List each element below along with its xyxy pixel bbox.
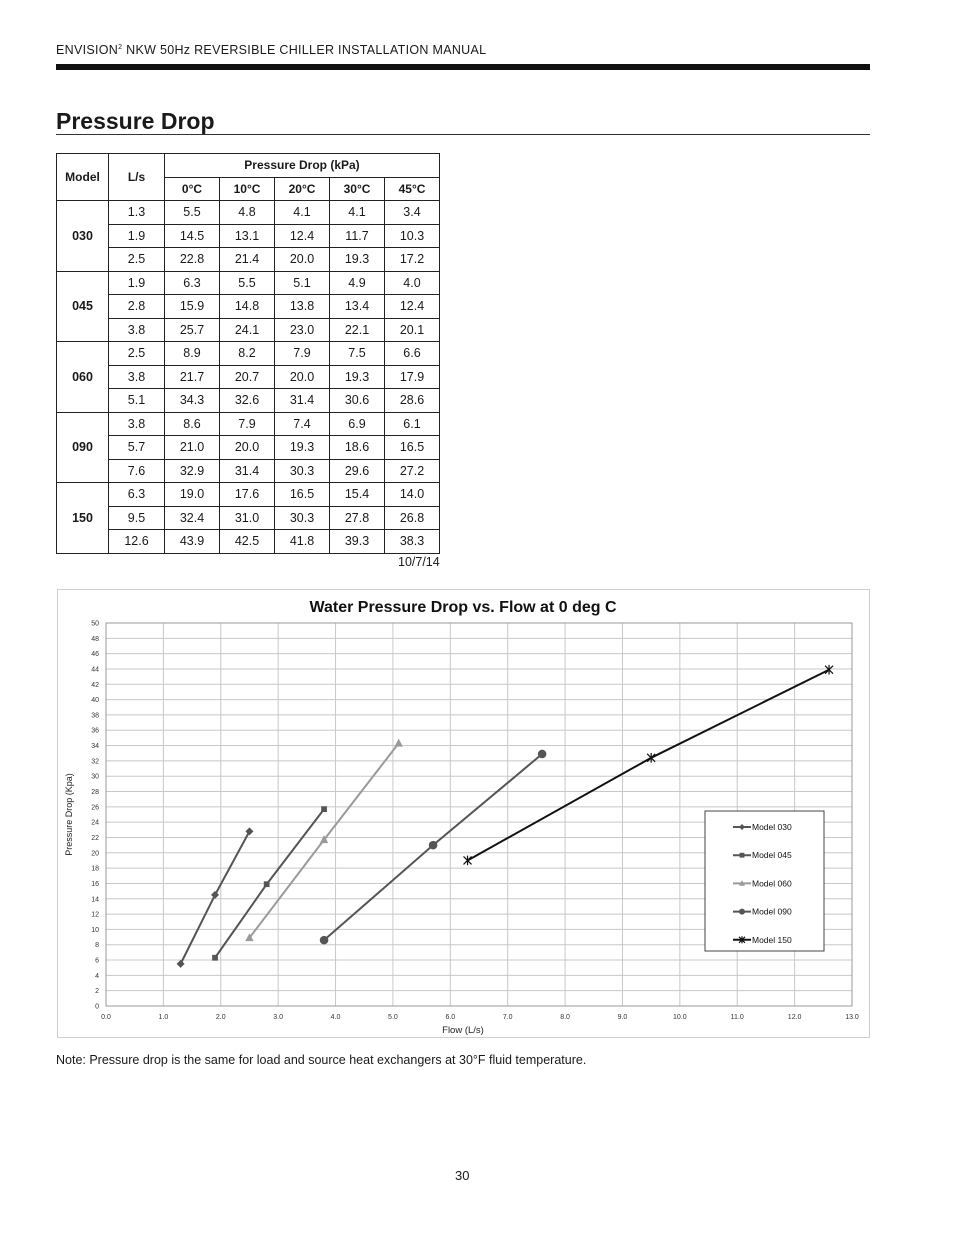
y-tick-label: 2: [95, 988, 99, 996]
header-pressure-drop: Pressure Drop (kPa): [165, 154, 440, 178]
table-row: [57, 530, 440, 554]
table-row: [57, 365, 440, 389]
pressure-cell: 12.4: [385, 295, 440, 319]
pressure-cell: 14.0: [385, 483, 440, 507]
pressure-cell: 32.6: [220, 389, 275, 413]
pressure-cell: 5.5: [165, 201, 220, 225]
pressure-cell: 6.6: [385, 342, 440, 366]
pressure-cell: 29.6: [330, 459, 385, 483]
pressure-cell: 8.9: [165, 342, 220, 366]
pressure-cell: 21.7: [165, 365, 220, 389]
y-tick-label: 30: [91, 773, 99, 781]
pressure-cell: 32.9: [165, 459, 220, 483]
pressure-cell: 34.3: [165, 389, 220, 413]
header-temp: 30°C: [330, 177, 385, 201]
pressure-cell: 14.8: [220, 295, 275, 319]
data-point: [177, 960, 185, 968]
table-row: [57, 436, 440, 460]
data-point: [429, 841, 438, 850]
x-tick-label: 0.0: [101, 1014, 111, 1021]
model-cell: 060: [57, 342, 109, 413]
flow-cell: 1.9: [109, 271, 165, 295]
pressure-cell: 12.4: [275, 224, 330, 248]
pressure-cell: 18.6: [330, 436, 385, 460]
header-brand: ENVISION: [56, 43, 119, 57]
header-superscript: 2: [118, 43, 123, 51]
x-axis-label: Flow (L/s): [442, 1025, 484, 1036]
y-tick-label: 10: [91, 926, 99, 934]
table-row: [57, 224, 440, 248]
pressure-cell: 27.2: [385, 459, 440, 483]
pressure-cell: 8.6: [165, 412, 220, 436]
data-point: [825, 665, 833, 675]
pressure-cell: 5.1: [275, 271, 330, 295]
title-rule: [56, 134, 870, 135]
flow-cell: 9.5: [109, 506, 165, 530]
table-row: [57, 483, 440, 507]
pressure-cell: 21.4: [220, 248, 275, 272]
y-tick-label: 16: [91, 880, 99, 888]
page-title: Pressure Drop: [56, 108, 215, 134]
y-tick-label: 22: [91, 834, 99, 842]
table-row: [57, 201, 440, 225]
data-point: [264, 881, 270, 887]
data-point: [320, 936, 329, 945]
data-point: [538, 750, 547, 759]
legend-marker: [739, 909, 745, 915]
legend-label: Model 150: [752, 934, 792, 945]
y-tick-label: 44: [91, 666, 99, 674]
x-tick-label: 9.0: [617, 1014, 628, 1021]
x-tick-label: 11.0: [730, 1014, 744, 1021]
pressure-cell: 39.3: [330, 530, 385, 554]
pressure-cell: 19.0: [165, 483, 220, 507]
y-tick-label: 4: [95, 972, 99, 980]
pressure-cell: 13.1: [220, 224, 275, 248]
x-tick-label: 2.0: [215, 1014, 226, 1021]
flow-cell: 3.8: [109, 365, 165, 389]
y-tick-label: 50: [91, 620, 99, 628]
pressure-drop-chart: [58, 590, 869, 1037]
data-point: [321, 806, 327, 812]
y-tick-label: 24: [91, 819, 99, 827]
pressure-cell: 11.7: [330, 224, 385, 248]
pressure-cell: 16.5: [385, 436, 440, 460]
pressure-drop-table: [56, 153, 440, 554]
pressure-cell: 6.9: [330, 412, 385, 436]
pressure-cell: 4.0: [385, 271, 440, 295]
pressure-cell: 28.6: [385, 389, 440, 413]
pressure-cell: 4.8: [220, 201, 275, 225]
flow-cell: 2.5: [109, 248, 165, 272]
page-header: [56, 43, 486, 57]
pressure-cell: 31.4: [220, 459, 275, 483]
y-tick-label: 28: [91, 789, 99, 797]
pressure-cell: 43.9: [165, 530, 220, 554]
header-title: NKW 50Hz REVERSIBLE CHILLER INSTALLATION MANUAL: [122, 43, 487, 57]
data-point: [211, 891, 219, 899]
header-temp: 0°C: [165, 177, 220, 201]
y-tick-label: 40: [91, 697, 99, 705]
header-temp: 10°C: [220, 177, 275, 201]
model-cell: 045: [57, 271, 109, 342]
y-tick-label: 18: [91, 865, 99, 873]
pressure-cell: 20.0: [275, 248, 330, 272]
y-tick-label: 32: [91, 758, 99, 766]
footnote: Note: Pressure drop is the same for load and source heat exchangers at 30°F fluid temperature.: [56, 1053, 587, 1067]
flow-cell: 7.6: [109, 459, 165, 483]
pressure-cell: 41.8: [275, 530, 330, 554]
x-tick-label: 8.0: [560, 1014, 570, 1021]
chart-title: Water Pressure Drop vs. Flow at 0 deg C: [309, 599, 617, 616]
legend-marker: [740, 853, 745, 858]
pressure-cell: 30.3: [275, 459, 330, 483]
x-tick-label: 5.0: [388, 1014, 398, 1021]
legend-label: Model 060: [752, 878, 792, 889]
pressure-cell: 7.4: [275, 412, 330, 436]
table-row: [57, 459, 440, 483]
flow-cell: 5.1: [109, 389, 165, 413]
pressure-cell: 13.8: [275, 295, 330, 319]
pressure-cell: 19.3: [275, 436, 330, 460]
header-temp: 45°C: [385, 177, 440, 201]
header-model: Model: [57, 154, 109, 201]
y-tick-label: 20: [91, 850, 99, 858]
flow-cell: 6.3: [109, 483, 165, 507]
pressure-cell: 30.3: [275, 506, 330, 530]
pressure-cell: 17.9: [385, 365, 440, 389]
flow-cell: 2.8: [109, 295, 165, 319]
x-tick-label: 10.0: [673, 1014, 687, 1021]
header-rule: [56, 64, 870, 70]
pressure-cell: 20.0: [275, 365, 330, 389]
pressure-cell: 15.9: [165, 295, 220, 319]
table-row: [57, 389, 440, 413]
table-row: [57, 342, 440, 366]
x-tick-label: 3.0: [273, 1014, 284, 1021]
data-point: [647, 753, 655, 763]
x-tick-label: 1.0: [158, 1014, 169, 1021]
flow-cell: 2.5: [109, 342, 165, 366]
pressure-cell: 27.8: [330, 506, 385, 530]
pressure-cell: 4.1: [275, 201, 330, 225]
y-tick-label: 26: [91, 804, 99, 812]
pressure-cell: 20.7: [220, 365, 275, 389]
pressure-cell: 20.0: [220, 436, 275, 460]
pressure-cell: 15.4: [330, 483, 385, 507]
header-temp: 20°C: [275, 177, 330, 201]
x-tick-label: 7.0: [502, 1014, 513, 1021]
table-row: [57, 506, 440, 530]
y-axis-label: Pressure Drop (Kpa): [64, 773, 74, 856]
y-tick-label: 48: [91, 635, 99, 643]
pressure-cell: 31.4: [275, 389, 330, 413]
pressure-cell: 4.9: [330, 271, 385, 295]
pressure-cell: 30.6: [330, 389, 385, 413]
flow-cell: 1.9: [109, 224, 165, 248]
y-tick-label: 36: [91, 727, 99, 735]
pressure-cell: 17.2: [385, 248, 440, 272]
y-tick-label: 6: [95, 957, 99, 965]
pressure-cell: 26.8: [385, 506, 440, 530]
pressure-cell: 17.6: [220, 483, 275, 507]
data-point: [245, 827, 253, 835]
pressure-cell: 16.5: [275, 483, 330, 507]
y-tick-label: 8: [95, 942, 99, 950]
flow-cell: 1.3: [109, 201, 165, 225]
header-flow: L/s: [109, 154, 165, 201]
table-head: [57, 154, 440, 201]
pressure-cell: 24.1: [220, 318, 275, 342]
date-note: 10/7/14: [398, 555, 440, 569]
y-tick-label: 34: [91, 743, 99, 751]
data-point: [212, 955, 218, 961]
pressure-cell: 10.3: [385, 224, 440, 248]
legend-label: Model 045: [752, 850, 792, 861]
x-tick-label: 12.0: [787, 1014, 802, 1021]
y-tick-label: 12: [91, 911, 99, 919]
table-row: [57, 248, 440, 272]
pressure-cell: 32.4: [165, 506, 220, 530]
pressure-cell: 14.5: [165, 224, 220, 248]
pressure-cell: 5.5: [220, 271, 275, 295]
pressure-cell: 13.4: [330, 295, 385, 319]
pressure-cell: 22.1: [330, 318, 385, 342]
y-tick-label: 0: [95, 1003, 99, 1011]
pressure-cell: 23.0: [275, 318, 330, 342]
pressure-cell: 25.7: [165, 318, 220, 342]
flow-cell: 3.8: [109, 318, 165, 342]
table-body: [57, 201, 440, 554]
flow-cell: 12.6: [109, 530, 165, 554]
y-tick-label: 14: [91, 896, 99, 904]
pressure-cell: 19.3: [330, 248, 385, 272]
page-number: 30: [455, 1168, 470, 1183]
legend-label: Model 030: [752, 822, 792, 832]
model-cell: 150: [57, 483, 109, 554]
pressure-cell: 7.5: [330, 342, 385, 366]
legend-label: Model 090: [752, 906, 792, 917]
table-row: [57, 412, 440, 436]
pressure-cell: 4.1: [330, 201, 385, 225]
table-row: [57, 318, 440, 342]
flow-cell: 3.8: [109, 412, 165, 436]
pressure-cell: 8.2: [220, 342, 275, 366]
y-tick-label: 42: [91, 681, 99, 689]
table-header-row: [57, 154, 440, 178]
pressure-cell: 7.9: [275, 342, 330, 366]
pressure-cell: 22.8: [165, 248, 220, 272]
table-row: [57, 271, 440, 295]
pressure-cell: 21.0: [165, 436, 220, 460]
pressure-cell: 6.1: [385, 412, 440, 436]
pressure-cell: 42.5: [220, 530, 275, 554]
pressure-cell: 38.3: [385, 530, 440, 554]
pressure-cell: 31.0: [220, 506, 275, 530]
pressure-cell: 7.9: [220, 412, 275, 436]
data-point: [464, 856, 472, 866]
pressure-cell: 20.1: [385, 318, 440, 342]
chart-container: [57, 589, 870, 1038]
y-tick-label: 46: [91, 651, 99, 659]
pressure-cell: 3.4: [385, 201, 440, 225]
table-row: [57, 295, 440, 319]
x-tick-label: 13.0: [845, 1014, 859, 1021]
model-cell: 090: [57, 412, 109, 483]
pressure-cell: 19.3: [330, 365, 385, 389]
data-point: [394, 739, 402, 747]
flow-cell: 5.7: [109, 436, 165, 460]
pressure-cell: 6.3: [165, 271, 220, 295]
y-tick-label: 38: [91, 712, 99, 720]
x-tick-label: 4.0: [330, 1014, 341, 1021]
model-cell: 030: [57, 201, 109, 272]
x-tick-label: 6.0: [445, 1014, 456, 1021]
